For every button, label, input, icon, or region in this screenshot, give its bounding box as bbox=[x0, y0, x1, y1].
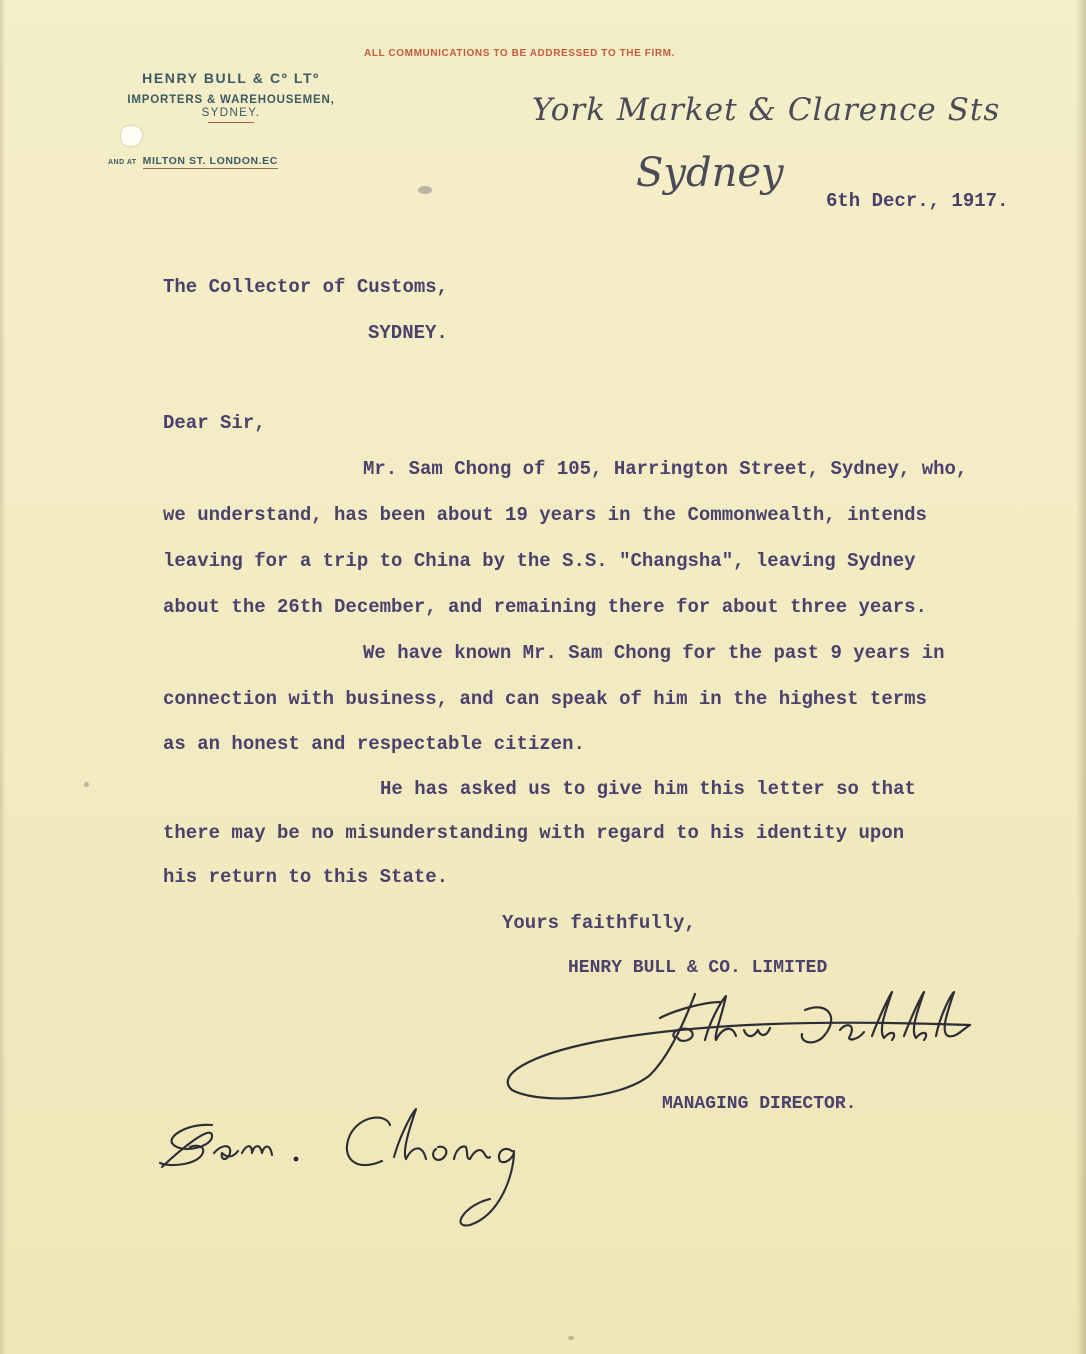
body-line-text: connection with business, and can speak of him in the highest terms bbox=[163, 688, 927, 710]
body-line-text: about the 26th December, and remaining there for about three years. bbox=[163, 596, 927, 618]
body-line: Mr. Sam Chong of 105, Harrington Street, Sydney, who, bbox=[363, 458, 968, 480]
salutation: Dear Sir, bbox=[163, 412, 266, 434]
letterhead-london-prefix: AND AT bbox=[108, 159, 137, 166]
body-line: He has asked us to give him this letter so that bbox=[380, 778, 916, 800]
paper-right-edge-shadow bbox=[1076, 0, 1086, 1354]
body-line: as an honest and respectable citizen. bbox=[163, 733, 585, 755]
letterhead-script-city: Sydney bbox=[636, 150, 784, 196]
letterhead-trade: IMPORTERS & WAREHOUSEMEN, bbox=[127, 94, 335, 106]
closing-title: MANAGING DIRECTOR. bbox=[662, 1094, 857, 1114]
ink-smudge bbox=[418, 186, 432, 194]
body-line-text: leaving for a trip to China by the S.S. "Changsha", leaving Sydney bbox=[163, 550, 916, 572]
punch-hole bbox=[121, 126, 142, 146]
addressee-line-1: The Collector of Customs, bbox=[163, 276, 449, 298]
letterhead-firm-name: HENRY BULL & Cº LTº bbox=[142, 70, 320, 86]
letterhead-london-office bbox=[108, 155, 278, 167]
closing-company: HENRY BULL & CO. LIMITED bbox=[568, 958, 828, 978]
letterhead-city: SYDNEY. bbox=[201, 107, 261, 119]
body-line bbox=[163, 504, 1073, 526]
letterhead-firm-block bbox=[86, 70, 376, 123]
body-line: his return to this State. bbox=[163, 866, 449, 888]
letter-date: 6th Decr., 1917. bbox=[826, 190, 1009, 212]
body-line-text: we understand, has been about 19 years in the Commonwealth, intends bbox=[163, 504, 927, 526]
ink-speck bbox=[568, 1336, 574, 1340]
addressee-line-2: SYDNEY. bbox=[368, 322, 448, 344]
body-line bbox=[163, 550, 1073, 572]
body-line: We have known Mr. Sam Chong for the past 9 years in bbox=[363, 642, 945, 664]
letterhead-london-address: MILTON ST. LONDON.EC bbox=[142, 155, 278, 167]
body-line bbox=[163, 688, 1073, 710]
director-signature bbox=[500, 980, 980, 1110]
paper-left-edge-shadow bbox=[0, 0, 6, 1354]
letterhead-script-address: York Market & Clarence Sts bbox=[532, 92, 1001, 128]
ink-speck bbox=[84, 782, 89, 787]
bearer-signature bbox=[150, 1095, 550, 1235]
letterhead-notice: ALL COMMUNICATIONS TO BE ADDRESSED TO THE FIRM. bbox=[364, 48, 675, 59]
body-line-text: there may be no misunderstanding with regard to his identity upon bbox=[163, 822, 905, 844]
valediction: Yours faithfully, bbox=[502, 912, 696, 934]
body-line bbox=[163, 822, 1043, 844]
letterhead-divider bbox=[208, 122, 254, 123]
body-line bbox=[163, 596, 1073, 618]
